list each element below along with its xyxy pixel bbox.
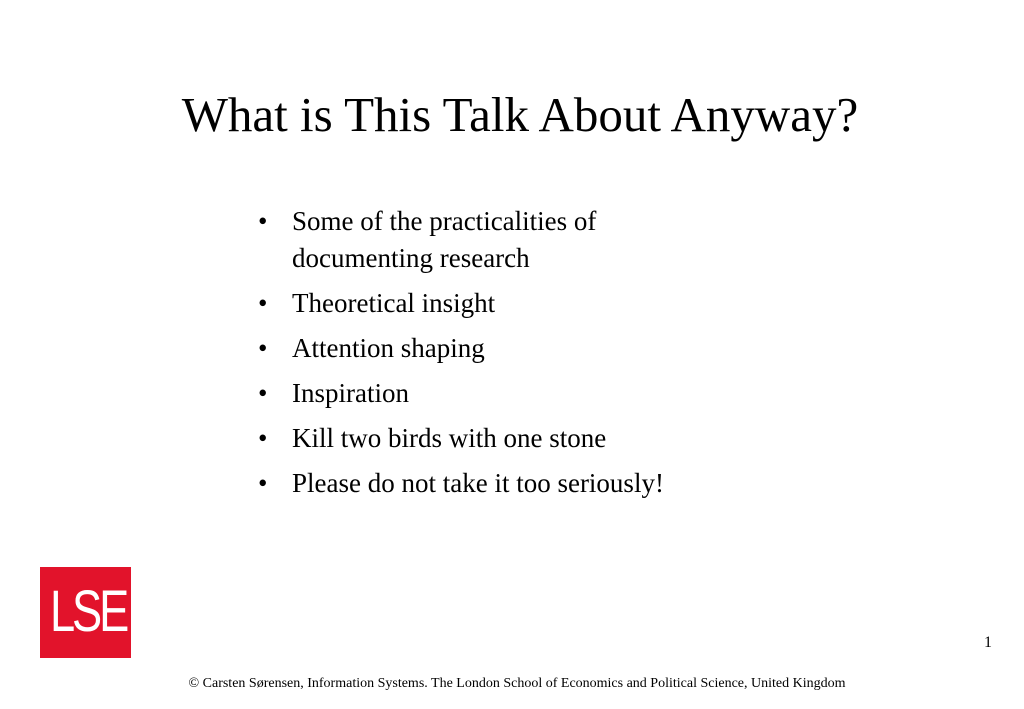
bullet-item: • Attention shaping bbox=[254, 330, 754, 367]
lse-logo bbox=[40, 567, 131, 658]
bullet-item: • Inspiration bbox=[254, 375, 754, 412]
bullet-item: • Theoretical insight bbox=[254, 285, 754, 322]
slide-title: What is This Talk About Anyway? bbox=[181, 87, 859, 142]
footer-copyright: © Carsten Sørensen, Information Systems. The London School of Economics and Political Science, United Kingdom bbox=[188, 676, 846, 691]
bullet-list bbox=[254, 203, 754, 510]
bullet-item: • Please do not take it too seriously! bbox=[254, 465, 754, 502]
lse-logo-text: LSE bbox=[50, 579, 127, 644]
page-number: 1 bbox=[984, 634, 992, 651]
bullet-item: • Some of the practicalities of documenting research bbox=[254, 203, 662, 277]
bullet-item: • Kill two birds with one stone bbox=[254, 420, 754, 457]
